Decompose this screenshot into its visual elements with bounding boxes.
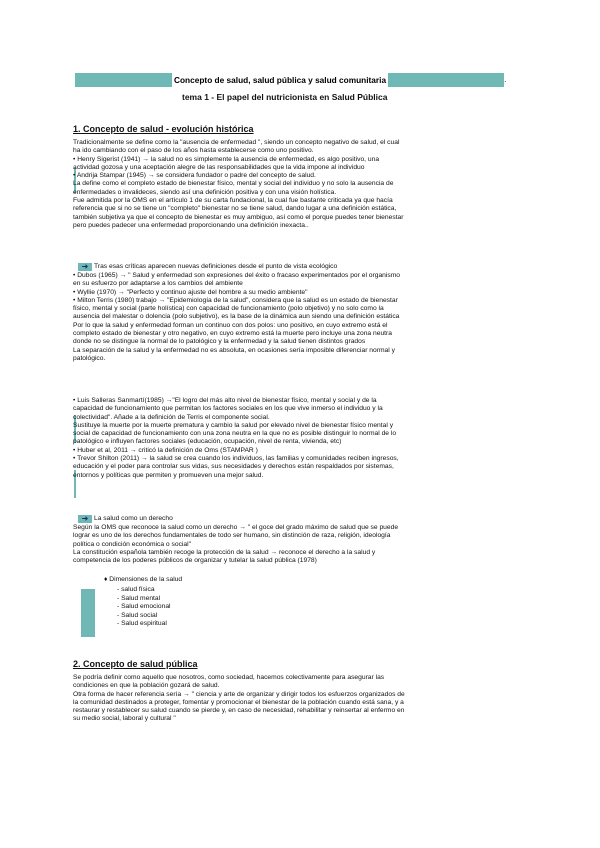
text-line: en su esfuerzo por adaptarse a los cambios del ambiente xyxy=(73,280,243,288)
text-line: Otra forma de hacer referencia sería → " ciencia y arte de organizar y dirigir todos los esfuerzos organizados de xyxy=(73,690,405,698)
text-line: educación y el poder para controlar sus vidas, sus necesidades y derechos están respaldados por sistemas, xyxy=(73,463,394,471)
paragraph-block-4 xyxy=(73,524,528,565)
text-line: • Trevor Shilton (2011) → la salud se crea cuando los individuos, las familias y comunidades reciben ingresos, xyxy=(73,455,399,463)
text-line: pero puedes padecer una enfermedad proporcionando una definición inexacta.. xyxy=(73,221,309,229)
list-item: - salud física xyxy=(117,586,155,593)
text-line: social de capacidad de funcionamiento con una zona neutra en la que no es posible distinguir lo normal de lo xyxy=(73,430,397,438)
title-highlight-right xyxy=(388,73,507,87)
text-line: también subjetiva ya que el concepto de bienestar es muy ambiguo, así como el porque puedes tener bienestar xyxy=(73,213,404,221)
text-line: • Milton Terris (1980) trabajo → "Epidemiología de la salud", considera que la salud es un estado de bienestar xyxy=(73,296,398,304)
text-line: Por lo que la salud y enfermedad forman un continuo con dos polos: uno positivo, en cuyo extremo está el xyxy=(73,321,388,329)
text-line: entornos y políticas que permiten y promueven una mejor salud. xyxy=(73,471,264,479)
text-line: restaurar y restablecer su salud cuando se pierde y, en caso de necesidad, rehabilitar y reinsertar al enfermo en xyxy=(73,707,405,715)
list-item: - Salud espiritual xyxy=(117,620,167,628)
text-line: la comunidad destinados a proteger, fomentar y promocionar el bienestar de la población cuando está sana, y a xyxy=(73,698,404,706)
text-line: competencia de los poderes públicos de organizar y tutelar la salud pública (1978) xyxy=(73,557,317,565)
text-line: físico, mental y social (parte holística) con capacidad de funcionamiento (polo objetivo) y no solo como la xyxy=(73,305,384,313)
text-line: capacidad de funcionamiento que permitan los factores sociales en los que vive inmerso el individuo y la xyxy=(73,405,383,413)
text-line: Tradicionalmente se define como la "ausencia de enfermedad ", siendo un concepto negativo de salud, el cual xyxy=(73,139,400,146)
text-line: • Huber et al, 2011 → criticó la definición de Oms (STAMPAR ) xyxy=(73,446,258,454)
text-line: Según la OMS que reconoce la salud como un derecho → " el goce del grado máximo de salud que se puede xyxy=(73,524,399,531)
text-line: referencia que si no se tiene un "completo" bienestar no se tiene salud, dando lugar a una definición estática, xyxy=(73,205,397,213)
text-line: su medio social, laboral y cultural " xyxy=(73,715,176,723)
paragraph-block-1 xyxy=(73,139,528,230)
title-dot: . xyxy=(504,75,507,84)
dimensions-heading: ♦ Dimensiones de la salud xyxy=(104,576,183,583)
arrow-point-1 xyxy=(78,263,337,271)
text-line: lograr es uno de los derechos fundamentales de todo ser humano, sin distinción de raza, religión, ideología xyxy=(73,532,391,540)
arrow-point-text: Tras esas críticas aparecen nuevas definiciones desde el punto de vista ecológico xyxy=(94,263,338,270)
text-line: completo estado de bienestar y otro negativo, en cuyo extremo está la muerte pero incluye una zona neutra xyxy=(73,330,392,338)
text-line: enfermedades o invalideces, siendo así una definición positiva y con una visión holística. xyxy=(73,188,337,196)
arrow-point-2 xyxy=(78,515,173,523)
text-line: Se podría definir como aquello que nosotros, como sociedad, hacemos colectivamente para asegurar las xyxy=(73,674,385,681)
section-1-heading: 1. Concepto de salud - evolución histórica xyxy=(73,124,254,134)
text-line: política o condición económica o social" xyxy=(73,540,191,548)
text-line: actividad gozosa y una aceptación alegre de las responsabilidades que la vida impone al individuo xyxy=(73,163,365,171)
arrow-right-icon: ➜ xyxy=(78,263,92,271)
text-line: • Wyllie (1970) → "Perfecto y continuo ajuste del hombre a su medio ambiente" xyxy=(73,288,308,296)
text-line: • Luis Salleras Sanmartí(1985) →"El logro del más alto nivel de bienestar físico, mental y social y de la xyxy=(73,397,377,404)
text-line: condiciones en que la población gozará de salud. xyxy=(73,682,220,690)
arrow-right-icon: ➜ xyxy=(78,515,92,523)
paragraph-block-5 xyxy=(73,674,528,724)
title-banner xyxy=(75,73,536,87)
page-subtitle: tema 1 - El papel del nutricionista en Salud Pública xyxy=(182,92,388,102)
title-highlight-left xyxy=(75,73,172,87)
paragraph-block-3 xyxy=(73,397,528,480)
text-line: La define como el completo estado de bienestar físico, mental y social del individuo y no solo la ausencia de xyxy=(73,180,394,188)
dimensions-list xyxy=(117,586,171,629)
text-line: Sustituye la muerte por la muerte prematura y cambio la salud por elevado nivel de bienestar físico mental y xyxy=(73,421,394,429)
text-line: patológico. xyxy=(73,354,106,362)
text-line: donde no se distingue la normal de lo patológico y la enfermedad y la salud tienen distintos grados xyxy=(73,338,366,346)
text-line: colectividad". Añade a la definición de Terris el componente social. xyxy=(73,413,270,421)
text-line: • Andrija Stampar (1945) → se considera fundador o padre del concepto de salud. xyxy=(73,172,316,180)
arrow-point-text: La salud como un derecho xyxy=(94,515,173,522)
text-line: • Henry Sigerist (1941) → la salud no es simplemente la ausencia de enfermedad, es algo positivo, una xyxy=(73,155,380,163)
page-title: Concepto de salud, salud pública y salud comunitaria xyxy=(174,75,387,85)
text-line: La separación de la salud y la enfermedad no es absoluta, en ocasiones sería imposible diferenciar normal y xyxy=(73,346,395,354)
text-line: • Dubos (1965) → " Salud y enfermedad son expresiones del éxito o fracaso experimentados por el organismo xyxy=(73,272,401,279)
paragraph-block-2 xyxy=(73,272,528,363)
text-line: ausencia del malestar o dolencia (polo subjetivo), es la base de la dinámica aun siendo una definición estática xyxy=(73,313,400,321)
list-item: - Salud social xyxy=(117,611,158,619)
text-line: La constitución española también recoge la protección de la salud → reconoce el derecho a la salud y xyxy=(73,548,376,556)
text-line: ha ido cambiando con el paso de los años hasta establecerse como uno positivo. xyxy=(73,147,314,155)
text-line: Fue admitida por la OMS en el artículo 1 de su carta fundacional, la cual fue bastante criticada ya que hacía xyxy=(73,197,393,205)
list-item: - Salud emocional xyxy=(117,603,171,611)
text-line: patológico e influyen factores sociales (educación, ocupación, nivel de renta, vivienda, etc) xyxy=(73,438,342,446)
section-2-heading: 2. Concepto de salud pública xyxy=(73,659,198,669)
list-item: - Salud mental xyxy=(117,594,161,602)
dimensions-highlight xyxy=(81,589,95,637)
